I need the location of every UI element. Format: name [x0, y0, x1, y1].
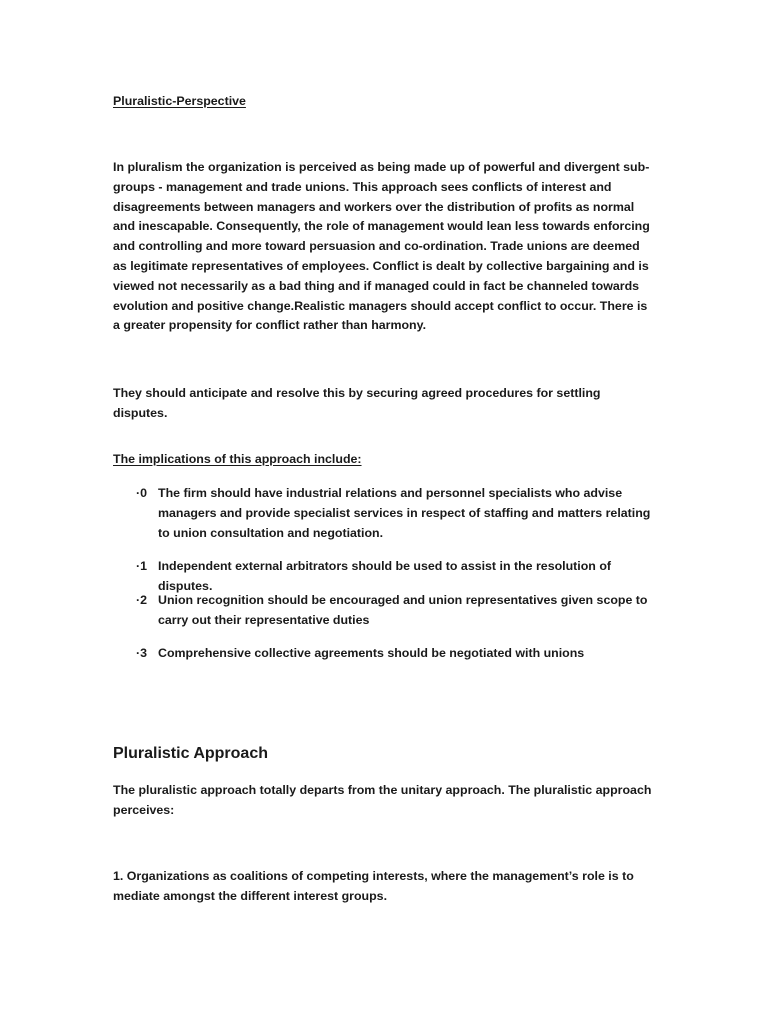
anticipate-paragraph: They should anticipate and resolve this by securing agreed procedures for settling disputes.: [113, 386, 601, 420]
list-marker: ·3: [136, 646, 148, 660]
numbered-point: 1. Organizations as coalitions of competing interests, where the management’s role is to mediate amongst the different interest groups.: [113, 869, 634, 903]
list-item-text: Union recognition should be encouraged and union representatives given scope to carry out their representative duties: [158, 593, 648, 627]
list-marker: ·1: [136, 559, 148, 573]
list-item: [113, 484, 653, 543]
list-item: [113, 591, 653, 631]
section-intro-paragraph: The pluralistic approach totally departs from the unitary approach. The pluralistic approach perceives:: [113, 783, 652, 817]
list-marker: ·2: [136, 593, 148, 607]
list-item: [113, 644, 653, 664]
list-marker: ·0: [136, 486, 148, 500]
implications-heading: The implications of this approach include:: [113, 452, 362, 466]
list-item-text: The firm should have industrial relations and personnel specialists who advise managers and provide specialist services in respect of staffing and matters relating to union consultation and negotiation.: [158, 486, 651, 540]
section-heading: Pluralistic Approach: [113, 745, 268, 762]
list-item-text: Independent external arbitrators should be used to assist in the resolution of disputes.: [158, 559, 612, 593]
intro-paragraph: In pluralism the organization is perceived as being made up of powerful and divergent sub-groups - management and trade unions. This approach sees conflicts of interest and disagreements between managers and workers over the distribution of profits as normal and inescapable. Consequently, the role of management would lean less towards enforcing and controlling and more toward persuasion and co-ordination. Trade unions are deemed as legitimate representatives of employees. Conflict is dealt by collective bargaining and is viewed not necessarily as a bad thing and if managed could in fact be channeled towards evolution and positive change.Realistic managers should accept conflict to occur. There is a greater propensity for conflict rather than harmony.: [113, 160, 650, 333]
page-title: Pluralistic-Perspective: [113, 94, 246, 108]
list-item-text: Comprehensive collective agreements should be negotiated with unions: [158, 646, 585, 660]
